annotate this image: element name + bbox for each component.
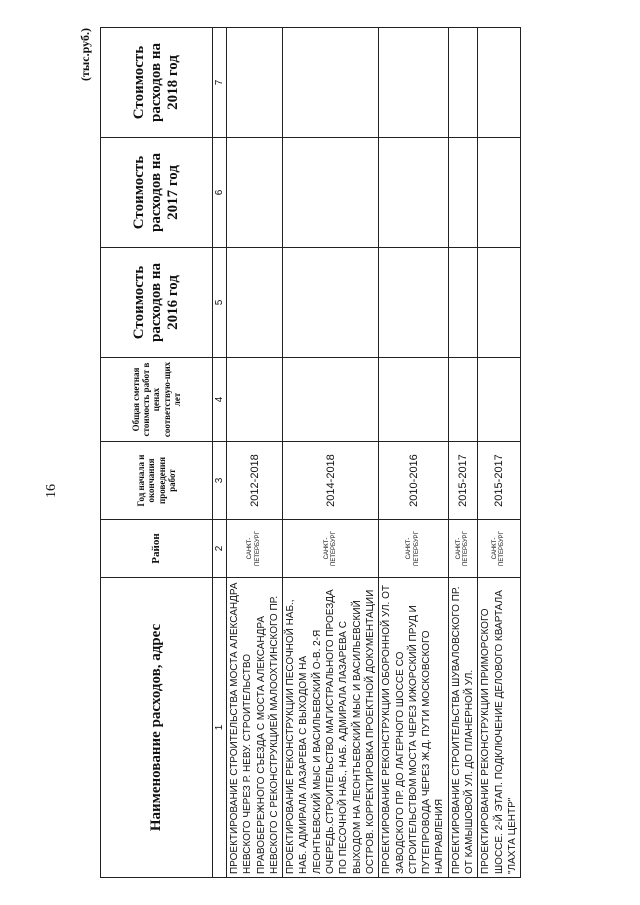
column-number: 2 <box>213 520 227 578</box>
expense-cost-2016 <box>227 248 283 358</box>
column-number-row <box>213 28 227 878</box>
expense-cost-2016 <box>283 248 379 358</box>
expense-years: 2012-2018 <box>227 442 283 520</box>
header-cost-2017: Стоимость расходов на 2017 год <box>101 138 213 248</box>
expense-cost-2016 <box>448 248 478 358</box>
expense-name: ПРОЕКТИРОВАНИЕ РЕКОНСТРУКЦИИ ПРИМОРСКОГО ШОССЕ. 2-Й ЭТАП. ПОДКЛЮЧЕНИЕ ДЕЛОВОГО КВАРТАЛА "ЛАХТА ЦЕНТР" <box>478 578 521 878</box>
header-total-cost: Общая сметная стоимость работ в ценах соответствую-щих лет <box>101 358 213 442</box>
expense-district: САНКТ-ПЕТЕРБУРГ <box>448 520 478 578</box>
expense-name: ПРОЕКТИРОВАНИЕ РЕКОНСТРУКЦИИ ОБОРОННОЙ УЛ. ОТ ЗАВОДСКОГО ПР. ДО ЛАГЕРНОГО ШОССЕ СО СТРОИТЕЛЬСТВОМ МОСТА ЧЕРЕЗ ИЖОРСКИЙ ПРУД И ПУТЕПРОВОДА ЧЕРЕЗ Ж.Д. ПУТИ МОСКОВСКОГО НАПРАВЛЕНИЯ <box>379 578 448 878</box>
expenses-table <box>100 27 521 878</box>
expense-cost-2017 <box>448 138 478 248</box>
expense-name: ПРОЕКТИРОВАНИЕ СТРОИТЕЛЬСТВА МОСТА АЛЕКСАНДРА НЕВСКОГО ЧЕРЕЗ Р. НЕВУ. СТРОИТЕЛЬСТВО ПРАВОБЕРЕЖНОГО СЪЕЗДА С МОСТА АЛЕКСАНДРА НЕВСКОГО С РЕКОНСТРУКЦИЕЙ МАЛООХТИНСКОГО ПР. <box>227 578 283 878</box>
expense-total-cost <box>448 358 478 442</box>
header-name: Наименование расходов, адрес <box>101 578 213 878</box>
column-number: 5 <box>213 248 227 358</box>
rotated-document-page <box>44 28 560 878</box>
expense-district: САНКТ-ПЕТЕРБУРГ <box>283 520 379 578</box>
expense-total-cost <box>478 358 521 442</box>
expense-cost-2017 <box>478 138 521 248</box>
table-row <box>448 28 478 878</box>
column-number: 3 <box>213 442 227 520</box>
column-number: 6 <box>213 138 227 248</box>
table-row <box>478 28 521 878</box>
table-row <box>379 28 448 878</box>
column-number: 7 <box>213 28 227 138</box>
expense-cost-2018 <box>478 28 521 138</box>
expense-cost-2018 <box>227 28 283 138</box>
expense-years: 2015-2017 <box>448 442 478 520</box>
expense-district: САНКТ-ПЕТЕРБУРГ <box>227 520 283 578</box>
table-row <box>227 28 283 878</box>
expense-cost-2016 <box>478 248 521 358</box>
column-number: 4 <box>213 358 227 442</box>
units-label: (тыс.руб.) <box>78 28 92 81</box>
expense-years: 2015-2017 <box>478 442 521 520</box>
expense-cost-2017 <box>379 138 448 248</box>
header-cost-2018: Стоимость расходов на 2018 год <box>101 28 213 138</box>
expense-years: 2010-2016 <box>379 442 448 520</box>
table-row <box>283 28 379 878</box>
column-number: 1 <box>213 578 227 878</box>
expense-total-cost <box>283 358 379 442</box>
expense-district: САНКТ-ПЕТЕРБУРГ <box>478 520 521 578</box>
expense-district: САНКТ-ПЕТЕРБУРГ <box>379 520 448 578</box>
expense-cost-2017 <box>227 138 283 248</box>
header-years: Год начала и окончания проведения работ <box>101 442 213 520</box>
header-district: Район <box>101 520 213 578</box>
page-number: 16 <box>44 484 59 498</box>
expense-cost-2018 <box>283 28 379 138</box>
expense-total-cost <box>227 358 283 442</box>
expense-name: ПРОЕКТИРОВАНИЕ РЕКОНСТРУКЦИИ ПЕСОЧНОЙ НАБ., НАБ. АДМИРАЛА ЛАЗАРЕВА С ВЫХОДОМ НА ЛЕОНТЬЕВСКИЙ МЫС И ВАСИЛЬЕВСКИЙ О-В. 2-Я ОЧЕРЕДЬ.СТРОИТЕЛЬСТВО МАГИСТРАЛЬНОГО ПРОЕЗДА ПО ПЕСОЧНОЙ НАБ., НАБ. АДМИРАЛА ЛАЗАРЕВА С ВЫХОДОМ НА ЛЕОНТЬЕВСКИЙ МЫС И ВАСИЛЬЕВСКИЙ ОСТРОВ. КОРРЕКТИРОВКА ПРОЕКТНОЙ ДОКУМЕНТАЦИИ <box>283 578 379 878</box>
expense-cost-2017 <box>283 138 379 248</box>
expense-total-cost <box>379 358 448 442</box>
expense-cost-2018 <box>448 28 478 138</box>
header-cost-2016: Стоимость расходов на 2016 год <box>101 248 213 358</box>
expense-cost-2018 <box>379 28 448 138</box>
expense-years: 2014-2018 <box>283 442 379 520</box>
expense-name: ПРОЕКТИРОВАНИЕ СТРОИТЕЛЬСТВА ШУВАЛОВСКОГО ПР. ОТ КАМЫШОВОЙ УЛ. ДО ПЛАНЕРНОЙ УЛ. <box>448 578 478 878</box>
expense-cost-2016 <box>379 248 448 358</box>
